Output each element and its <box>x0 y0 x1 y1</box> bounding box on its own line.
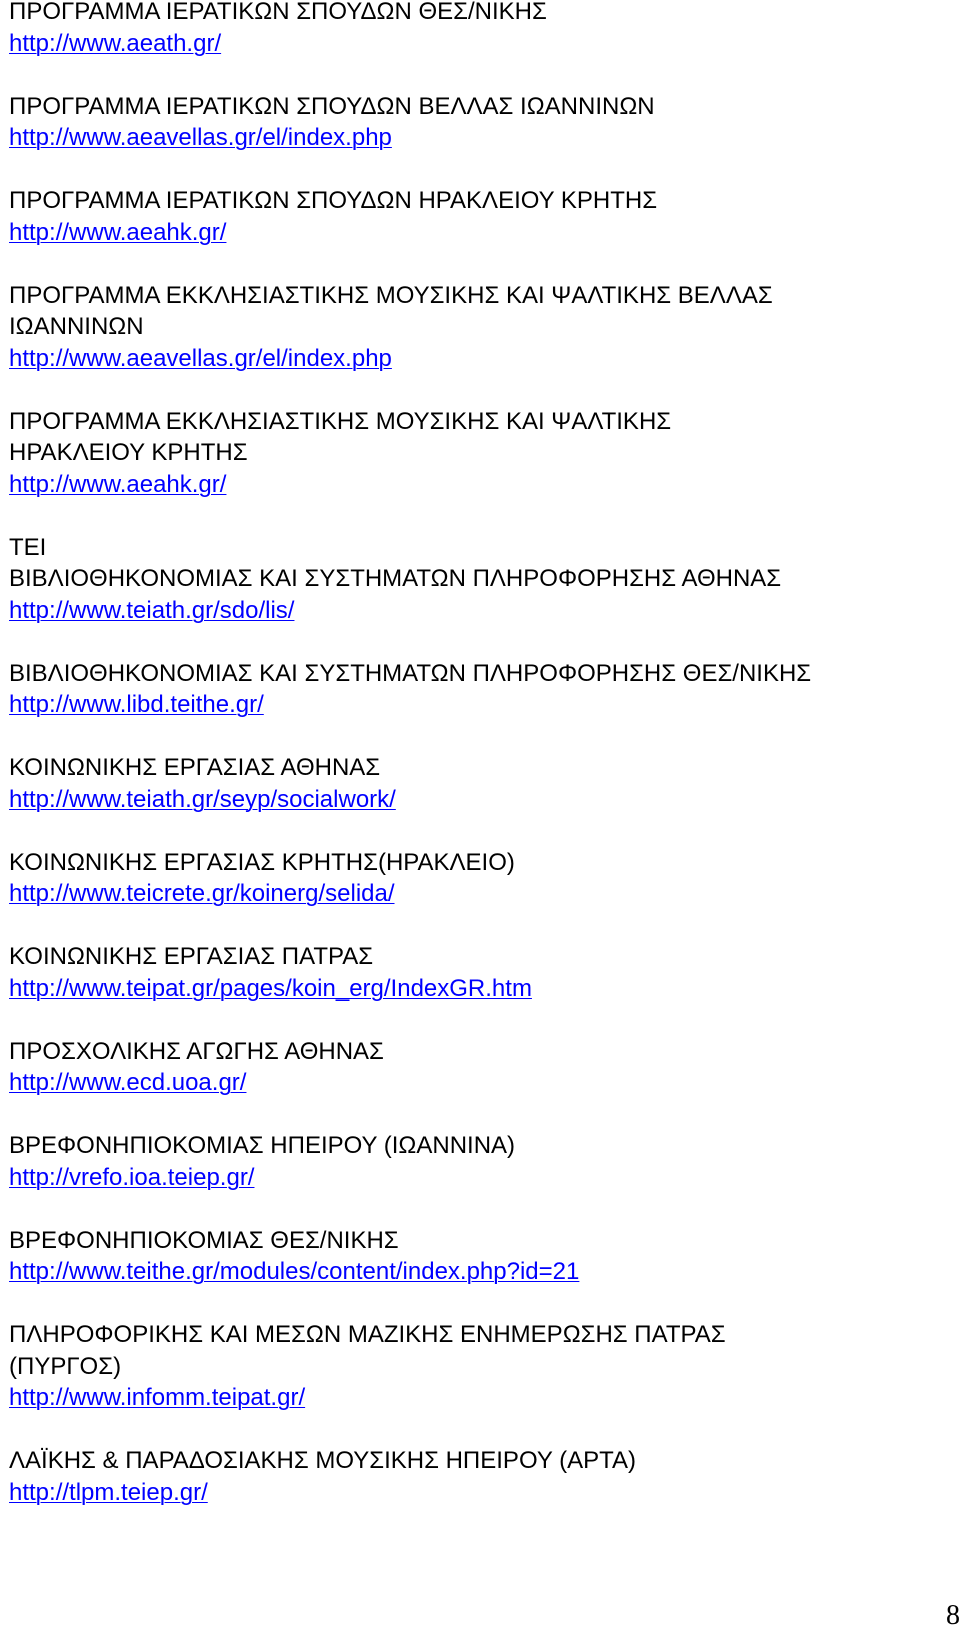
list-item <box>9 406 949 501</box>
entry-title: ΒΡΕΦΟΝΗΠΙΟΚΟΜΙΑΣ ΗΠΕΙΡΟΥ (ΙΩΑΝΝΙΝΑ) <box>9 1132 516 1159</box>
entry-link[interactable]: http://www.libd.teithe.gr/ <box>9 691 264 718</box>
entry-title: ΚΟΙΝΩΝΙΚΗΣ ΕΡΓΑΣΙΑΣ ΠΑΤΡΑΣ <box>9 943 374 970</box>
list-item <box>9 1036 949 1099</box>
list-item <box>9 752 949 815</box>
entry-link[interactable]: http://www.teiath.gr/seyp/socialwork/ <box>9 785 396 813</box>
entry-title: ΛΑΪΚΗΣ & ΠΑΡΑΔΟΣΙΑΚΗΣ ΜΟΥΣΙΚΗΣ ΗΠΕΙΡΟΥ (ΑΡΤΑ) <box>9 1447 636 1474</box>
entry-link[interactable]: http://www.ecd.uoa.gr/ <box>9 1069 247 1096</box>
entry-link[interactable]: http://www.teiath.gr/sdo/lis/ <box>9 596 295 624</box>
list-item <box>9 1445 949 1508</box>
entry-link[interactable]: http://www.infomm.teipat.gr/ <box>9 1384 306 1411</box>
section-heading: ΤΕΙ <box>9 533 47 561</box>
entry-title: ΠΛΗΡΟΦΟΡΙΚΗΣ ΚΑΙ ΜΕΣΩΝ ΜΑΖΙΚΗΣ ΕΝΗΜΕΡΩΣΗΣ ΠΑΤΡΑΣ <box>9 1321 726 1348</box>
entry-link[interactable]: http://vrefo.ioa.teiep.gr/ <box>9 1163 255 1191</box>
entry-title: ΠΡΟΓΡΑΜΜΑ ΙΕΡΑΤΙΚΩΝ ΣΠΟΥΔΩΝ ΒΕΛΛΑΣ ΙΩΑΝΝΙΝΩΝ <box>9 92 655 120</box>
list-item <box>9 532 949 627</box>
entry-link[interactable]: http://www.teicrete.gr/koinerg/selida/ <box>9 880 395 907</box>
document-page <box>9 0 949 1540</box>
entry-link[interactable]: http://www.aeavellas.gr/el/index.php <box>9 344 392 372</box>
page-number: 8 <box>946 1600 960 1631</box>
entry-title: ΠΡΟΓΡΑΜΜΑ ΙΕΡΑΤΙΚΩΝ ΣΠΟΥΔΩΝ ΗΡΑΚΛΕΙΟΥ ΚΡΗΤΗΣ <box>9 187 658 214</box>
entry-title: ΠΡΟΓΡΑΜΜΑ ΙΕΡΑΤΙΚΩΝ ΣΠΟΥΔΩΝ ΘΕΣ/ΝΙΚΗΣ <box>9 0 547 25</box>
entry-link[interactable]: http://www.aeahk.gr/ <box>9 218 227 246</box>
list-item <box>9 1130 949 1193</box>
list-item <box>9 91 949 154</box>
list-item <box>9 0 949 59</box>
entry-title-continuation: ΗΡΑΚΛΕΙΟΥ ΚΡΗΤΗΣ <box>9 439 248 466</box>
list-item <box>9 1225 949 1288</box>
list-item <box>9 1319 949 1414</box>
entry-link[interactable]: http://www.teipat.gr/pages/koin_erg/IndexGR.htm <box>9 974 532 1002</box>
entry-title: ΚΟΙΝΩΝΙΚΗΣ ΕΡΓΑΣΙΑΣ ΑΘΗΝΑΣ <box>9 754 381 781</box>
list-item <box>9 280 949 375</box>
entry-link[interactable]: http://www.teithe.gr/modules/content/index.php?id=21 <box>9 1258 580 1285</box>
entry-link[interactable]: http://www.aeath.gr/ <box>9 29 222 57</box>
list-item <box>9 658 949 721</box>
entry-title: ΒΙΒΛΙΟΘΗΚΟΝΟΜΙΑΣ ΚΑΙ ΣΥΣΤΗΜΑΤΩΝ ΠΛΗΡΟΦΟΡΗΣΗΣ ΘΕΣ/ΝΙΚΗΣ <box>9 659 812 687</box>
entry-title: ΚΟΙΝΩΝΙΚΗΣ ΕΡΓΑΣΙΑΣ ΚΡΗΤΗΣ(ΗΡΑΚΛΕΙΟ) <box>9 848 515 876</box>
entry-title: ΠΡΟΓΡΑΜΜΑ ΕΚΚΛΗΣΙΑΣΤΙΚΗΣ ΜΟΥΣΙΚΗΣ ΚΑΙ ΨΑΛΤΙΚΗΣ <box>9 407 672 435</box>
entry-title: ΠΡΟΓΡΑΜΜΑ ΕΚΚΛΗΣΙΑΣΤΙΚΗΣ ΜΟΥΣΙΚΗΣ ΚΑΙ ΨΑΛΤΙΚΗΣ ΒΕΛΛΑΣ <box>9 281 773 309</box>
entry-title-continuation: ΙΩΑΝΝΙΝΩΝ <box>9 313 144 340</box>
list-item <box>9 847 949 910</box>
entry-title: ΒΙΒΛΙΟΘΗΚΟΝΟΜΙΑΣ ΚΑΙ ΣΥΣΤΗΜΑΤΩΝ ΠΛΗΡΟΦΟΡΗΣΗΣ ΑΘΗΝΑΣ <box>9 565 782 592</box>
entry-title-continuation: (ΠΥΡΓΟΣ) <box>9 1352 122 1380</box>
entry-link[interactable]: http://www.aeavellas.gr/el/index.php <box>9 124 392 151</box>
entry-title: ΠΡΟΣΧΟΛΙΚΗΣ ΑΓΩΓΗΣ ΑΘΗΝΑΣ <box>9 1037 384 1065</box>
list-item <box>9 941 949 1004</box>
entry-link[interactable]: http://www.aeahk.gr/ <box>9 470 227 498</box>
entry-link[interactable]: http://tlpm.teiep.gr/ <box>9 1478 208 1506</box>
list-item <box>9 185 949 248</box>
entry-title: ΒΡΕΦΟΝΗΠΙΟΚΟΜΙΑΣ ΘΕΣ/ΝΙΚΗΣ <box>9 1226 399 1254</box>
